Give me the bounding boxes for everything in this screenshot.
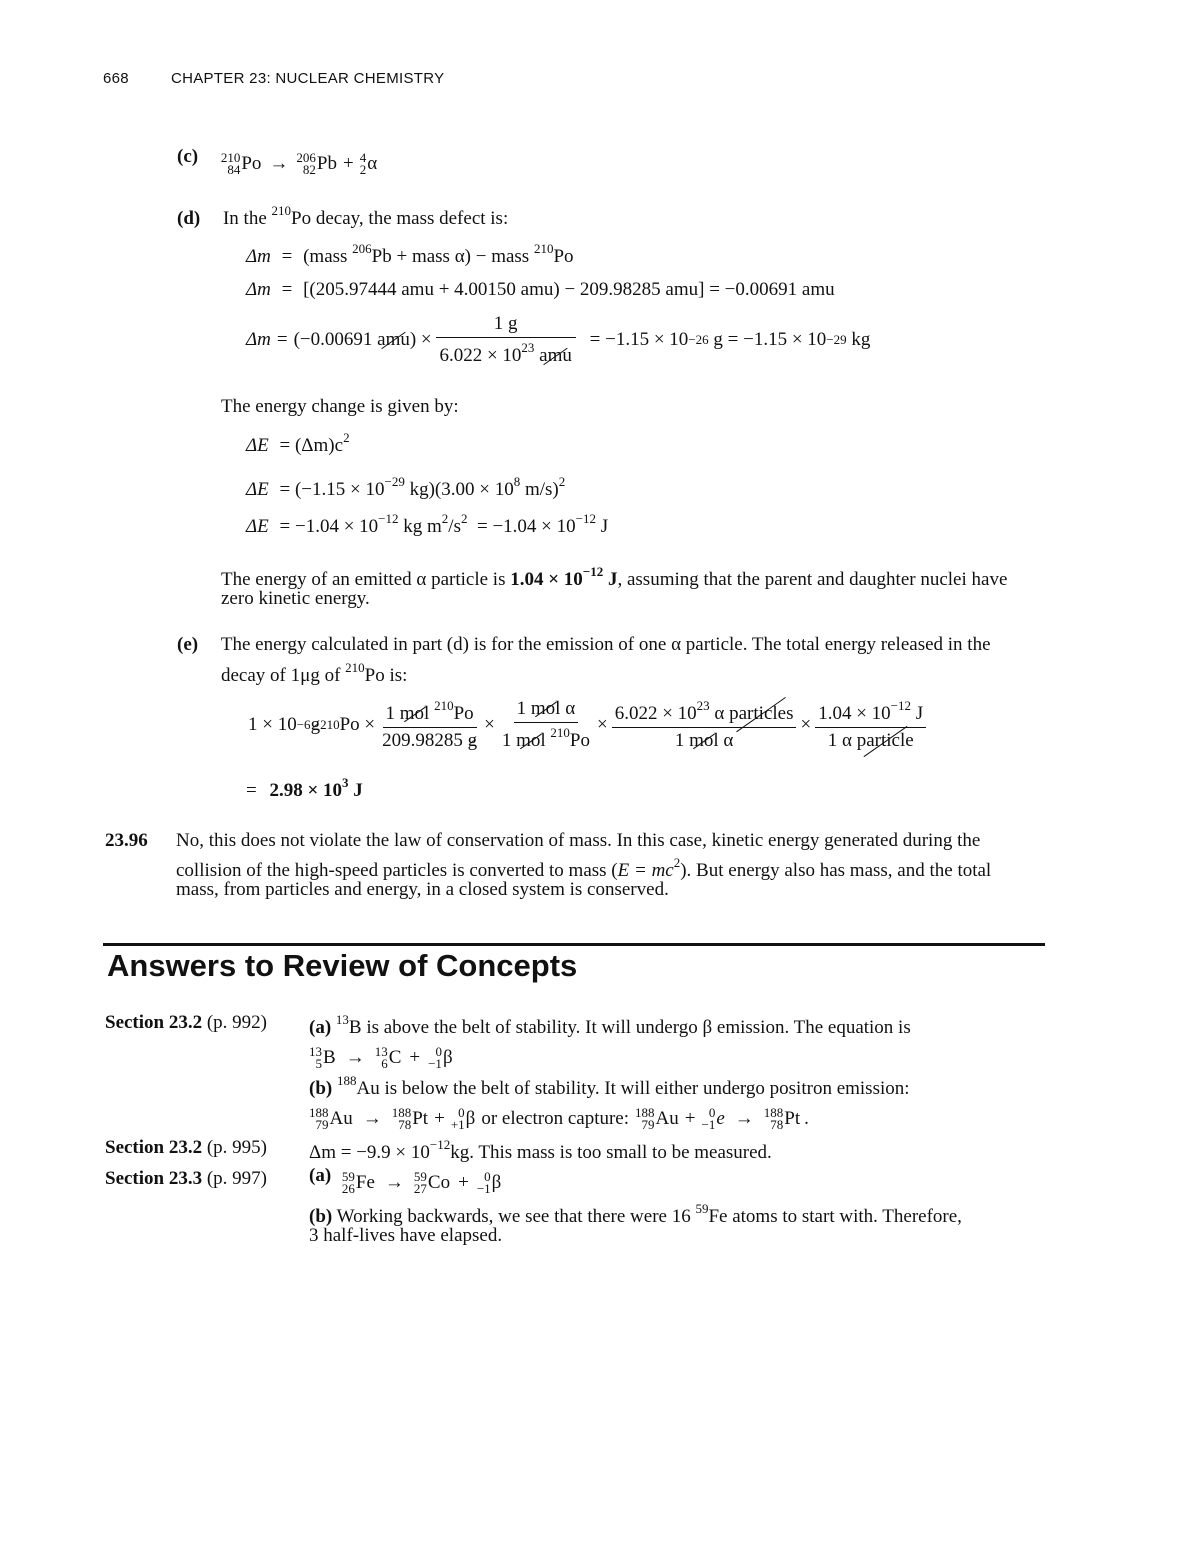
- chapter-title: CHAPTER 23: NUCLEAR CHEMISTRY: [170, 70, 445, 87]
- part-label: (d): [177, 208, 201, 229]
- energy-eq-3: $\Delta E = -1.04 \times 10^{-12}$ kg $m^2/s^2 = -1.04 \times 10^{-12}$ J: [246, 511, 609, 537]
- q2396-line3: mass, from particles and energy, in a closed system is conserved.: [176, 879, 669, 900]
- energy-eq-1: $\Delta E = (\Delta m)c^2$: [246, 430, 350, 456]
- review-s3-b: (b) Working backwards, we see that there were 16 $^{59}$Fe atoms to start with. Therefore,: [309, 1201, 962, 1227]
- energy-conclusion: The energy of an emitted α particle is $1.04 \times 10^{-12}$ J, assuming that the parent and daughter nuclei have: [221, 564, 1008, 590]
- part-label: (e): [177, 634, 199, 655]
- section-divider: [103, 943, 1045, 946]
- question-number: 23.96: [105, 830, 148, 851]
- part-label: (c): [177, 146, 199, 167]
- review-s3-b-line2: 3 half-lives have elapsed.: [309, 1225, 503, 1246]
- nuclear-equation: 210 84 Po → 206 82 Pb + 4 2 α: [220, 150, 378, 177]
- review-section-ref: Section 23.3 (p. 997): [105, 1168, 268, 1189]
- unit-conversion-calc: 1 × 10 −6 g 210 Po × $\frac{1 mol ^{210}Po}{209.98285 g}$ × $\frac{\text{1 mol α}}{1 mol ^{210}Po}$ × $\frac{6.022 \times 10^{23} \alpha particles}{\text{1 mol α}}$ × $\frac{1.04 \times 10^{-12} J}{\text{1 α particle}}$: [248, 698, 930, 752]
- fraction: $\frac{1 g}{6.022 \times 10^{23} amu}$: [436, 313, 576, 367]
- mass-defect-eq-3: Δm = (−0.00691 amu ) × $\frac{1 g}{6.022 \times 10^{23} amu}$ = −1.15 × 10 −26 g = −1.15 × 10 −29 kg: [246, 313, 871, 366]
- review-s1-b-eq: 188 79 Au → 188 78 Pt + 0 +1 β or electron capture: 188 79 Au + 0 −1 e → 188 78 Pt .: [309, 1105, 809, 1132]
- fraction: $\frac{1 mol ^{210}Po}{209.98285 g}$: [382, 698, 478, 751]
- part-c: [177, 146, 377, 176]
- fraction: $\frac{1.04 \times 10^{-12} J}{\text{1 α particle}}$: [815, 698, 926, 752]
- energy-intro: The energy change is given by:: [221, 396, 459, 417]
- mass-defect-eq-2: Δm = [(205.97444 amu + 4.00150 amu) − 209.98285 amu] = −0.00691 amu: [246, 279, 835, 300]
- review-s1-a-eq: 13 5 B → 13 6 C + 0 −1 β: [309, 1044, 453, 1071]
- review-section-ref: Section 23.2 (p. 992): [105, 1012, 268, 1033]
- fraction: $\frac{6.022 \times 10^{23} \alpha particles}{\text{1 mol α}}$: [612, 698, 797, 752]
- review-s3-a: (a) 59 26 Fe → 59 27 Co + 0 −1 β: [309, 1165, 502, 1196]
- fraction: $\frac{\text{1 mol α}}{1 mol ^{210}Po}$: [501, 698, 590, 751]
- part-e-result: = $2.98 \times 10^3$ J: [246, 775, 363, 801]
- section-heading: Answers to Review of Concepts: [107, 948, 578, 983]
- q2396-line1: No, this does not violate the law of conservation of mass. In this case, kinetic energy generated during the: [176, 830, 981, 851]
- mass-defect-eq-1: Δm = (mass $^{206}$Pb + mass α) − mass $^{210}$Po: [246, 241, 574, 267]
- energy-eq-2: $\Delta E = (-1.15 \times 10^{-29}$ $kg)(3.00 \times 10^8$ m/s)$^2$: [246, 474, 566, 500]
- q2396-line2: collision of the high-speed particles is converted to mass $(E = mc^2)$. But energy also has mass, and the total: [176, 855, 992, 881]
- page-number: 668: [103, 70, 129, 87]
- part-e-line1: (e) The energy calculated in part (d) is for the emission of one α particle. The total energy released in the: [177, 634, 991, 655]
- running-header: [103, 70, 444, 87]
- energy-conclusion-line2: zero kinetic energy.: [221, 588, 370, 609]
- review-s2: $\Delta m = -9.9 \times 10^{-12}kg$. This mass is too small to be measured.: [309, 1137, 772, 1163]
- part-d-intro: (d) In the $^{210}$Po decay, the mass defect is:: [177, 203, 509, 229]
- review-s1-b: (b) $^{188}$Au is below the belt of stability. It will either undergo positron emission:: [309, 1073, 910, 1099]
- part-e-line2: decay of 1μg of $^{210}$Po is:: [221, 660, 408, 686]
- review-s1-a: (a) $^{13}$B is above the belt of stability. It will undergo β emission. The equation is: [309, 1012, 911, 1038]
- review-section-ref: Section 23.2 (p. 995): [105, 1137, 268, 1158]
